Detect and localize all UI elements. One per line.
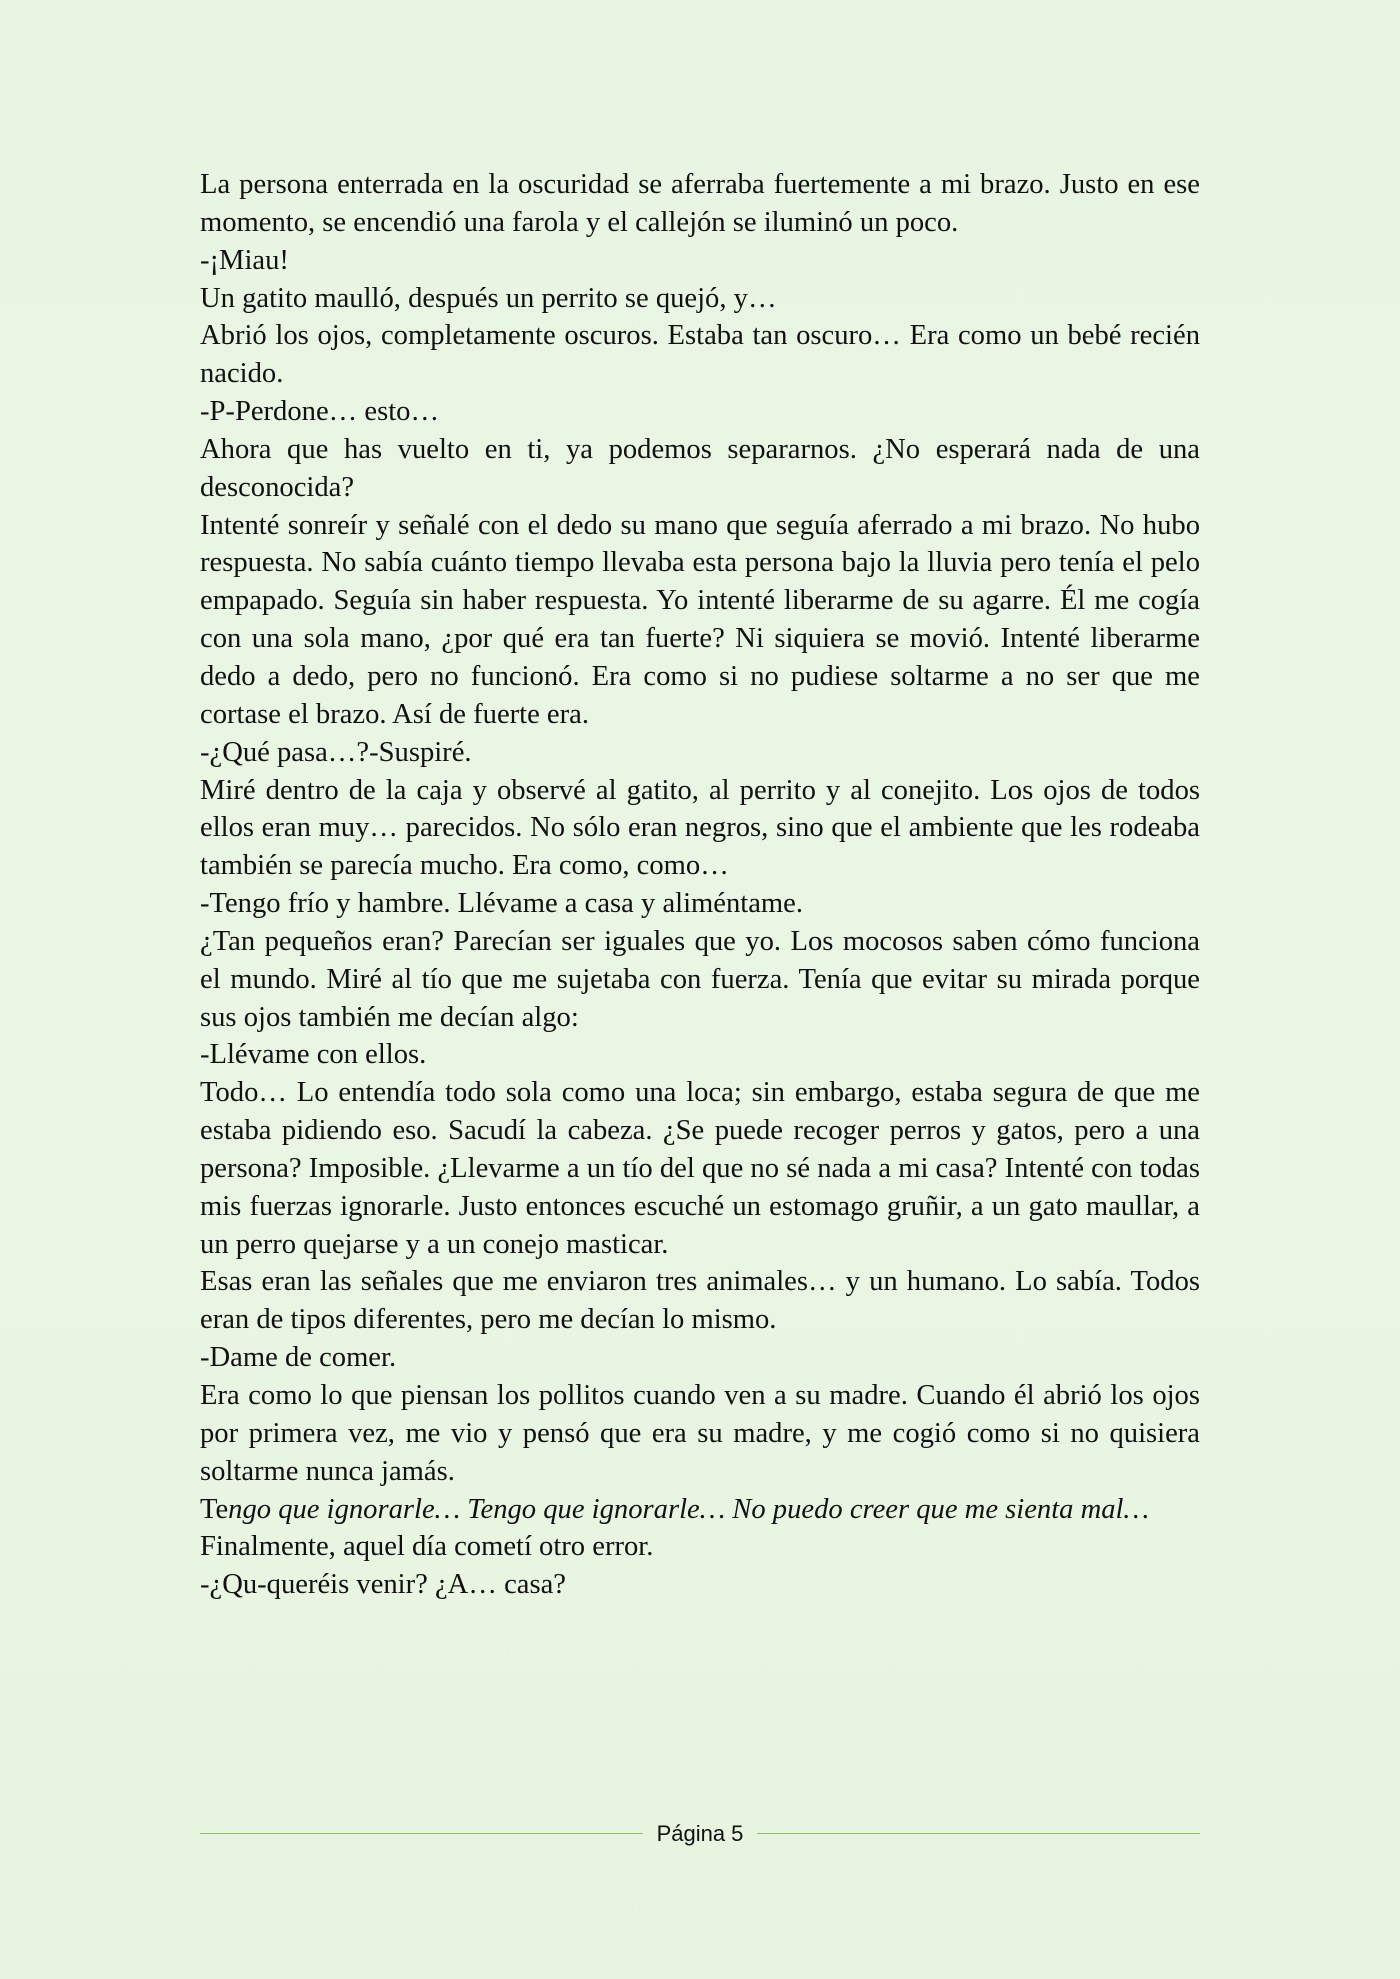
paragraph: Esas eran las señales que me enviaron tres animales… y un humano. Lo sabía. Todos eran de tipos diferentes, pero me decían lo mismo. — [200, 1266, 1200, 1336]
dialogue-line: -P-Perdone… esto… — [200, 396, 440, 428]
paragraph: Abrió los ojos, completamente oscuros. Estaba tan oscuro… Era como un bebé recién nacido. — [200, 320, 1200, 390]
body-text — [200, 166, 1200, 1604]
paragraph: Era como lo que piensan los pollitos cuando ven a su madre. Cuando él abrió los ojos por primera vez, me vio y pensó que era su madre, y me cogió como si no quisiera soltarme nunca jamás. — [200, 1380, 1200, 1487]
dialogue-line: -Llévame con ellos. — [200, 1039, 427, 1071]
dialogue-line: -Dame de comer. — [200, 1342, 397, 1374]
dialogue-line: -¡Miau! — [200, 244, 289, 276]
paragraph: Un gatito maulló, después un perrito se quejó, y… — [200, 282, 777, 314]
italic-thought: ngo que ignorarle… Tengo que ignorarle… No puedo creer que me sienta mal… — [228, 1493, 1149, 1525]
paragraph: Intenté sonreír y señalé con el dedo su mano que seguía aferrado a mi brazo. No hubo respuesta. No sabía cuánto tiempo llevaba esta persona bajo la lluvia pero tenía el pelo empapado. Seguía sin haber respuesta. Yo intenté liberarme de su agarre. Él me cogía con una sola mano, ¿por qué era tan fuerte? Ni siquiera se movió. Intenté liberarme dedo a dedo, pero no funcionó. Era como si no pudiese soltarme a no ser que me cortase el brazo. Así de fuerte era. — [200, 509, 1200, 730]
paragraph: Todo… Lo entendía todo sola como una loca; sin embargo, estaba segura de que me estaba pidiendo eso. Sacudí la cabeza. ¿Se puede recoger perros y gatos, pero a una persona? Imposible. ¿Llevarme a un tío del que no sé nada a mi casa? Intenté con todas mis fuerzas ignorarle. Justo entonces escuché un estomago gruñir, a un gato maullar, a un perro quejarse y a un conejo masticar. — [200, 1077, 1200, 1260]
footer-divider-right — [757, 1833, 1200, 1834]
paragraph: Ahora que has vuelto en ti, ya podemos separarnos. ¿No esperará nada de una desconocida? — [200, 433, 1200, 503]
paragraph: La persona enterrada en la oscuridad se aferraba fuertemente a mi brazo. Justo en ese momento, se encendió una farola y el callejón se iluminó un poco. — [200, 169, 1200, 238]
footer-divider-left — [200, 1833, 643, 1834]
italic-lead: Te — [200, 1493, 229, 1525]
dialogue-line: -Tengo frío y hambre. Llévame a casa y aliméntame. — [200, 888, 803, 920]
page-footer — [200, 1816, 1200, 1852]
paragraph: Finalmente, aquel día cometí otro error. — [200, 1531, 654, 1563]
dialogue-line: -¿Qu-queréis venir? ¿A… casa? — [200, 1569, 566, 1601]
dialogue-line: -¿Qué pasa…?-Suspiré. — [200, 736, 472, 768]
paragraph: ¿Tan pequeños eran? Parecían ser iguales que yo. Los mocosos saben cómo funciona el mundo. Miré al tío que me sujetaba con fuerza. Tenía que evitar su mirada porque sus ojos también me decían algo: — [200, 925, 1200, 1033]
page-number: Página 5 — [656, 1821, 744, 1846]
paragraph: Miré dentro de la caja y observé al gatito, al perrito y al conejito. Los ojos de todos ellos eran muy… parecidos. No sólo eran negros, sino que el ambiente que les rodeaba también se parecía mucho. Era como, como… — [200, 774, 1200, 882]
italic-thought-paragraph — [200, 1491, 1200, 1529]
